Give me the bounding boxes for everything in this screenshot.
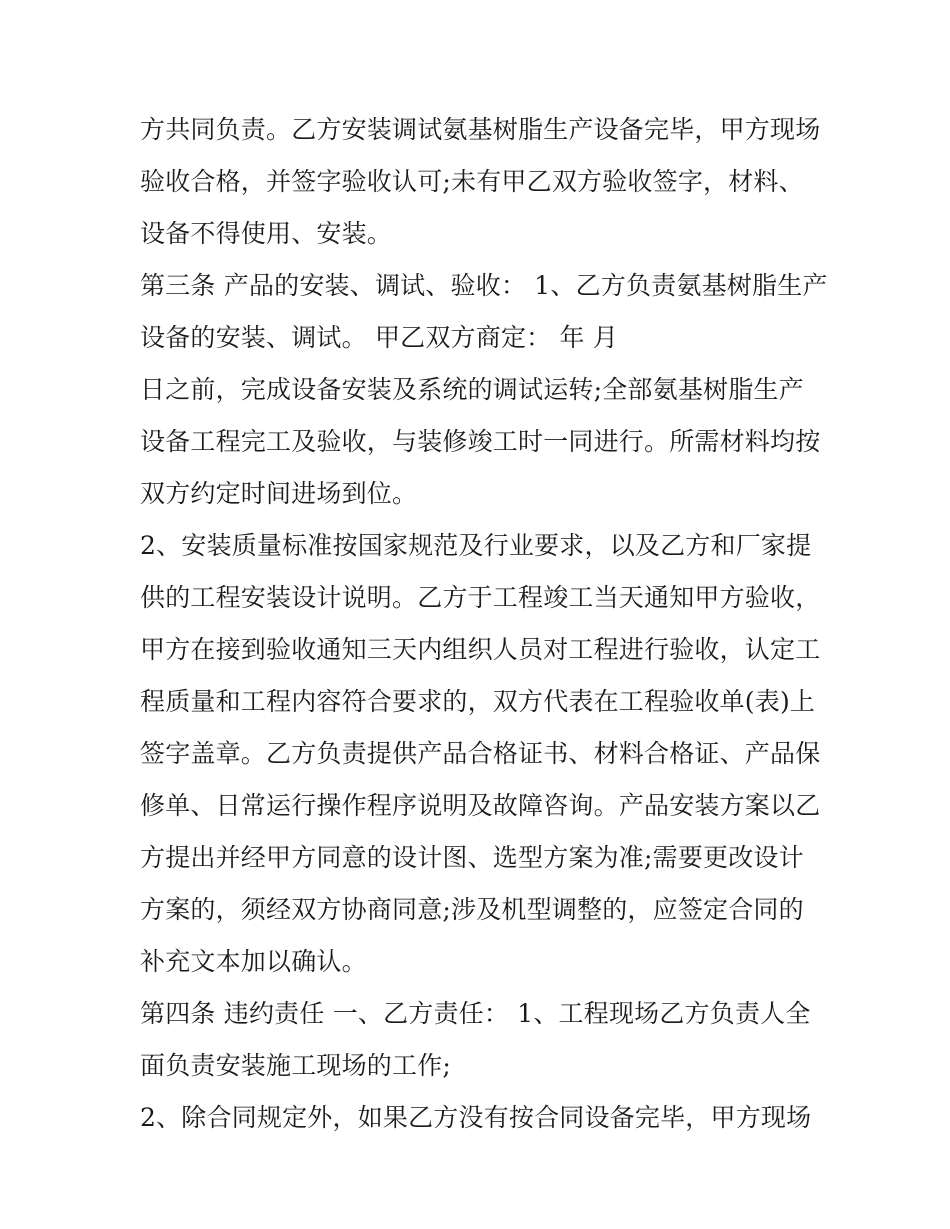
text-line: 供的工程安装设计说明。乙方于工程竣工当天通知甲方验收，: [140, 583, 821, 612]
text-line: 补充文本加以确认。: [140, 947, 367, 976]
text-line: 第四条 违约责任 一、乙方责任： 1、工程现场乙方负责人全: [140, 999, 811, 1028]
text-line: 日之前，完成设备安装及系统的调试运转;全部氨基树脂生产: [140, 375, 804, 404]
text-line: 第三条 产品的安装、调试、验收： 1、乙方负责氨基树脂生产: [140, 271, 828, 300]
text-line: 方提出并经甲方同意的设计图、选型方案为准;需要更改设计: [140, 843, 804, 872]
text-line: 方共同负责。乙方安装调试氨基树脂生产设备完毕，甲方现场: [140, 115, 821, 144]
text-line: 2、除合同规定外，如果乙方没有按合同设备完毕，甲方现场: [140, 1103, 812, 1132]
contract-body-text: [140, 108, 828, 1148]
text-line: 修单、日常运行操作程序说明及故障咨询。产品安装方案以乙: [140, 791, 821, 820]
text-line: 签字盖章。乙方负责提供产品合格证书、材料合格证、产品保: [140, 739, 821, 768]
text-line: 双方约定时间进场到位。: [140, 479, 418, 508]
text-line: 设备工程完工及验收，与装修竣工时一同进行。所需材料均按: [140, 427, 821, 456]
text-line: 验收合格，并签字验收认可;未有甲乙双方验收签字，材料、: [140, 167, 804, 196]
text-line: 甲方在接到验收通知三天内组织人员对工程进行验收，认定工: [140, 635, 821, 664]
text-line: 设备不得使用、安装。: [140, 219, 393, 248]
text-line: 程质量和工程内容符合要求的，双方代表在工程验收单(表)上: [140, 687, 816, 716]
text-line: 设备的安装、调试。 甲乙双方商定： 年 月: [140, 323, 619, 352]
text-line: 2、安装质量标准按国家规范及行业要求，以及乙方和厂家提: [140, 531, 812, 560]
text-line: 面负责安装施工现场的工作;: [140, 1051, 452, 1080]
text-line: 方案的，须经双方协商同意;涉及机型调整的，应签定合同的: [140, 895, 804, 924]
